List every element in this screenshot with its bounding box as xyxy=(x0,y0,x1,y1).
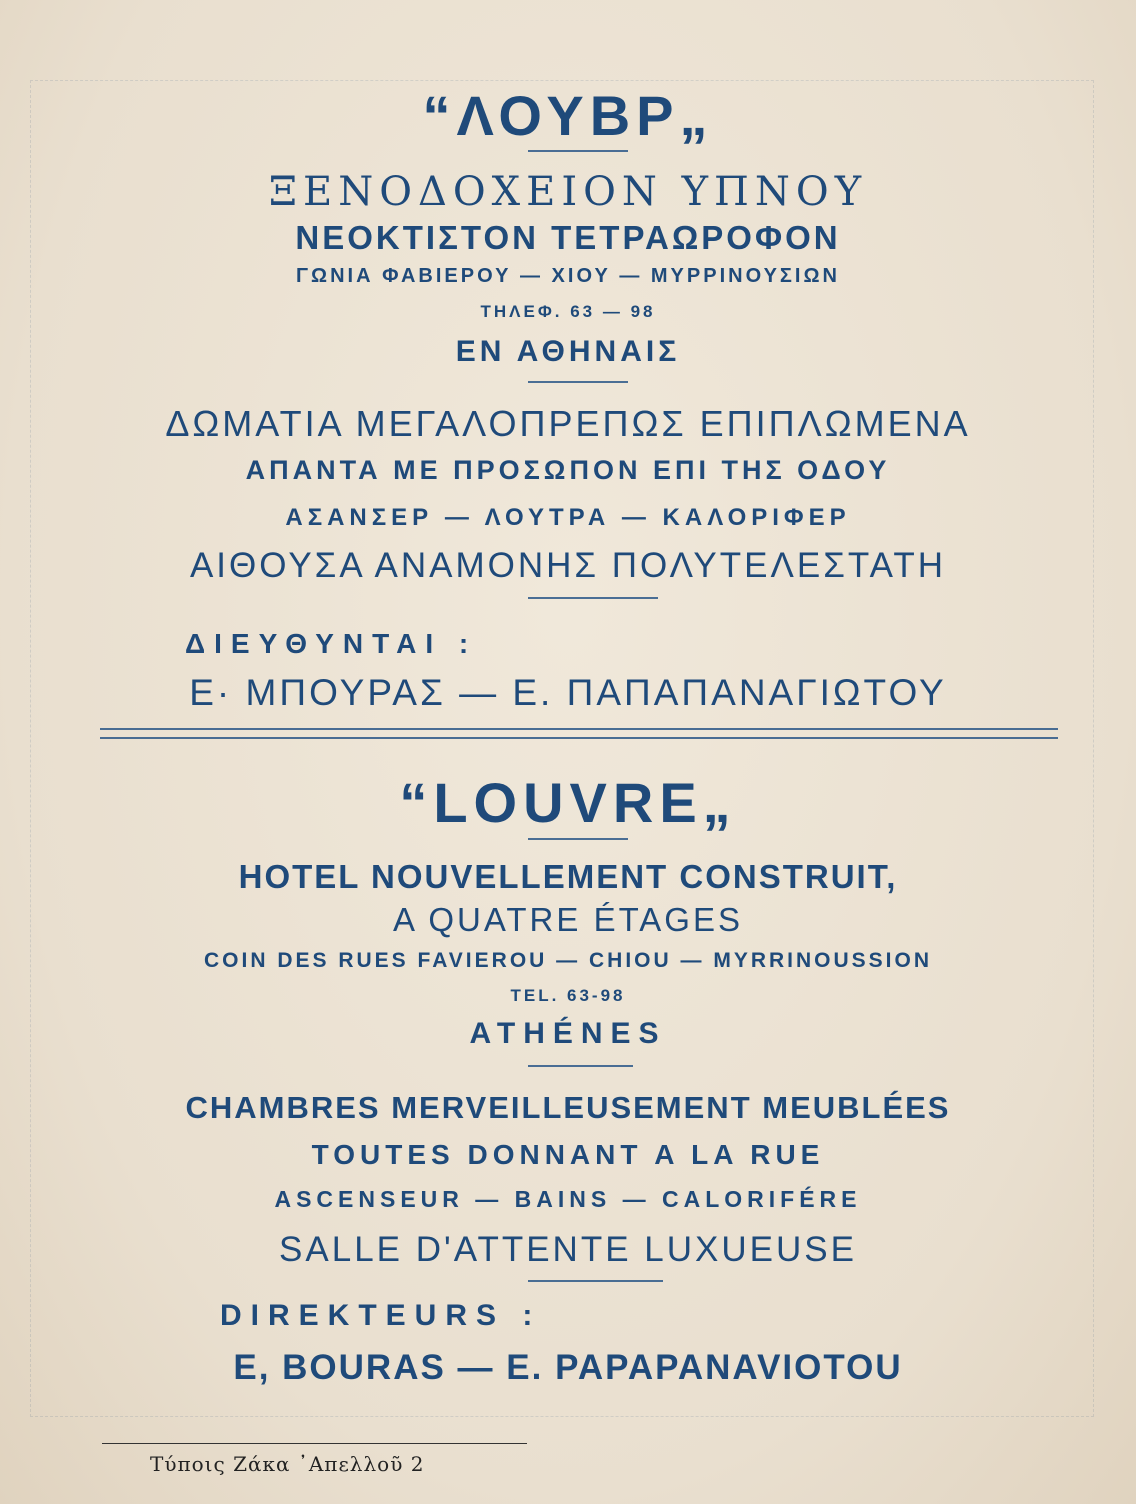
greek-city: ΕΝ ΑΘΗΝΑΙΣ xyxy=(455,335,681,368)
greek-amenities: ΑΣΑΝΣΕΡ — ΛΟΥΤΡΑ — ΚΑΛΟΡΙΦΕΡ xyxy=(285,504,851,531)
greek-building: ΝΕΟΚΤΙΣΤΟΝ ΤΕΤΡΑΩΡΟΦΟΝ xyxy=(295,219,841,256)
greek-corner: ΓΩΝΙΑ ΦΑΒΙΕΡΟΥ — ΧΙΟΥ — ΜΥΡΡΙΝΟΥΣΙΩΝ xyxy=(296,265,840,287)
greek-city-rule xyxy=(528,381,628,383)
greek-rooms: ΔΩΜΑΤΙΑ ΜΕΓΑΛΟΠΡΕΠΩΣ ΕΠΙΠΛΩΜΕΝΑ xyxy=(165,403,971,444)
french-lounge: SALLE D'ATTENTE LUXUEUSE xyxy=(279,1230,857,1269)
french-corner: COIN DES RUES FAVIEROU — CHIOU — MYRRINOUSSION xyxy=(204,949,932,972)
french-city-rule xyxy=(528,1065,633,1067)
french-amenities: ASCENSEUR — BAINS — CALORIFÉRE xyxy=(274,1186,862,1212)
greek-directors-label: ΔΙΕΥΘΥΝΤΑΙ : xyxy=(185,628,478,659)
footer-rule xyxy=(102,1443,527,1444)
printer-imprint: Τύποις Ζάκα ᾿Απελλοῦ 2 xyxy=(150,1452,425,1476)
greek-title-rule xyxy=(528,150,628,152)
greek-phone: ΤΗΛΕΦ. 63 — 98 xyxy=(480,302,656,321)
french-title: “LOUVRE„ xyxy=(399,771,737,834)
french-subtitle: HOTEL NOUVELLEMENT CONSTRUIT, xyxy=(238,858,898,895)
greek-street: ΑΠΑΝΤΑ ΜΕ ΠΡΟΣΩΠΟΝ ΕΠΙ ΤΗΣ ΟΔΟΥ xyxy=(245,455,891,485)
french-street: TOUTES DONNANT A LA RUE xyxy=(311,1139,825,1170)
greek-title: “ΛΟΥΒΡ„ xyxy=(422,84,714,147)
greek-directors: Ε· ΜΠΟΥΡΑΣ — Ε. ΠΑΠΑΠΑΝΑΓΙΩΤΟΥ xyxy=(189,672,947,713)
french-lounge-rule xyxy=(528,1280,663,1282)
french-rooms: CHAMBRES MERVEILLEUSEMENT MEUBLÉES xyxy=(185,1090,951,1125)
french-directors: E, BOURAS — E. PAPAPANAVIOTOU xyxy=(233,1348,903,1387)
section-divider xyxy=(100,728,1058,739)
french-floors: A QUATRE ÉTAGES xyxy=(392,901,743,938)
greek-lounge: ΑΙΘΟΥΣΑ ΑΝΑΜΟΝΗΣ ΠΟΛΥΤΕΛΕΣΤΑΤΗ xyxy=(189,546,947,585)
french-title-rule xyxy=(528,838,628,840)
french-city: ATHÉNES xyxy=(469,1017,667,1050)
greek-subtitle: ΞΕΝΟΔΟΧΕΙΟΝ ΥΠΝΟΥ xyxy=(268,169,868,215)
greek-lounge-rule xyxy=(528,597,658,599)
french-directors-label: DIREKTEURS : xyxy=(220,1299,542,1332)
french-phone: TEL. 63-98 xyxy=(510,986,626,1005)
